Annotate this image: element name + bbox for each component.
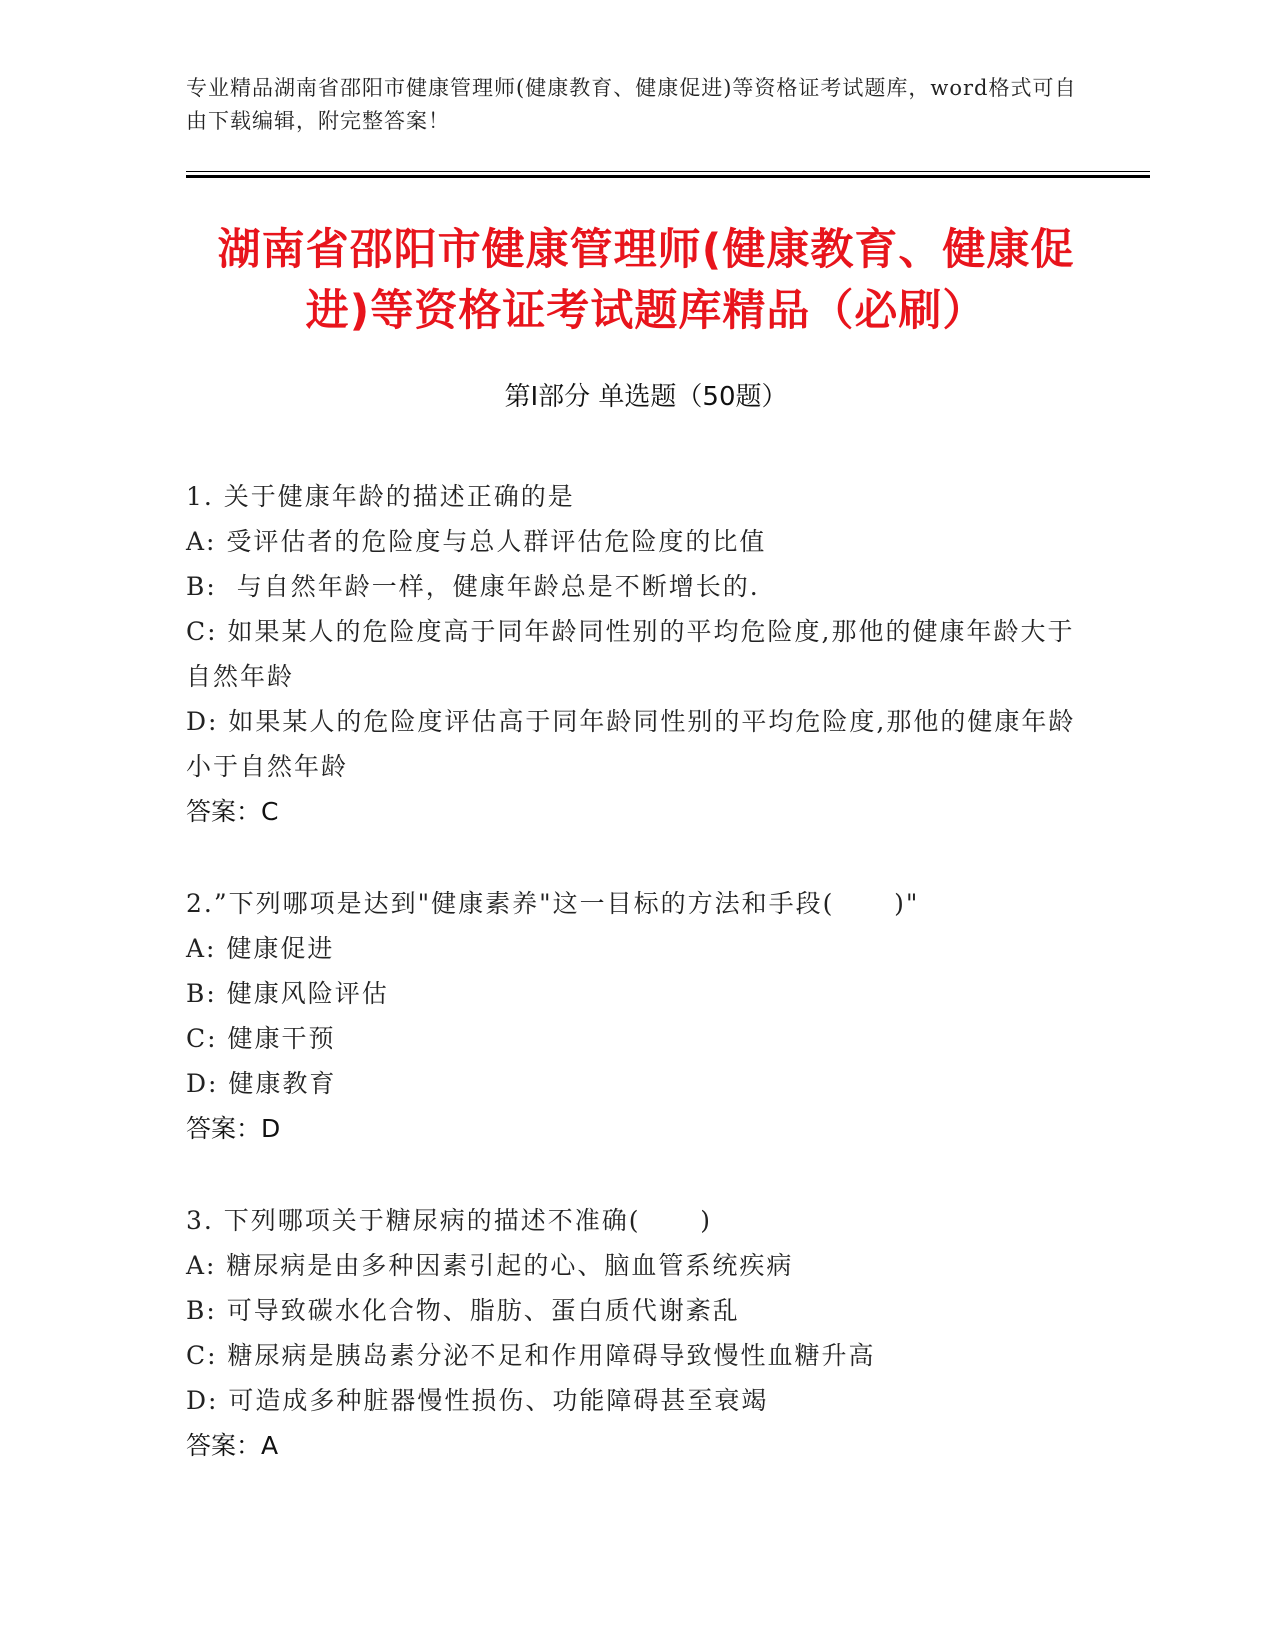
option-a: A: 健康促进 bbox=[186, 934, 335, 963]
document-title: 湖南省邵阳市健康管理师(健康教育、健康促进)等资格证考试题库精品（必刷） bbox=[217, 225, 1075, 336]
question-stem: 2.”下列哪项是达到"健康素养"这一目标的方法和手段( )" bbox=[186, 889, 920, 918]
question-stem: 3. 下列哪项关于糖尿病的描述不准确( ) bbox=[186, 1206, 712, 1235]
question-stem: 1. 关于健康年龄的描述正确的是 bbox=[186, 482, 575, 511]
answer-label: 答案：C bbox=[186, 797, 279, 826]
option-d: D: 如果某人的危险度评估高于同年龄同性别的平均危险度,那他的健康年龄小于自然年龄 bbox=[186, 707, 1076, 781]
option-b: B: 可导致碳水化合物、脂肪、蛋白质代谢紊乱 bbox=[186, 1296, 740, 1325]
question-3 bbox=[186, 1198, 1086, 1468]
option-d: D: 可造成多种脏器慢性损伤、功能障碍甚至衰竭 bbox=[186, 1386, 769, 1415]
question-list bbox=[186, 474, 1086, 1515]
option-d: D: 健康教育 bbox=[186, 1069, 337, 1098]
option-c: C: 如果某人的危险度高于同年龄同性别的平均危险度,那他的健康年龄大于自然年龄 bbox=[186, 617, 1075, 691]
answer-label: 答案：A bbox=[186, 1431, 279, 1460]
option-b: B: 与自然年龄一样，健康年龄总是不断增长的. bbox=[186, 572, 760, 601]
option-b: B: 健康风险评估 bbox=[186, 979, 389, 1008]
option-c: C: 糖尿病是胰岛素分泌不足和作用障碍导致慢性血糖升高 bbox=[186, 1341, 876, 1370]
question-2 bbox=[186, 881, 1086, 1151]
question-1 bbox=[186, 474, 1086, 834]
header-rule-thin bbox=[186, 171, 1150, 172]
option-a: A: 受评估者的危险度与总人群评估危险度的比值 bbox=[186, 527, 767, 556]
answer-label: 答案：D bbox=[186, 1114, 281, 1143]
header-note: 专业精品湖南省邵阳市健康管理师(健康教育、健康促进)等资格证考试题库，word格式可自由下载编辑，附完整答案！ bbox=[186, 76, 1077, 133]
header-rule-thick bbox=[186, 175, 1150, 178]
section-title: 第Ⅰ部分 单选题（50题） bbox=[504, 382, 788, 412]
option-c: C: 健康干预 bbox=[186, 1024, 336, 1053]
option-a: A: 糖尿病是由多种因素引起的心、脑血管系统疾病 bbox=[186, 1251, 794, 1280]
